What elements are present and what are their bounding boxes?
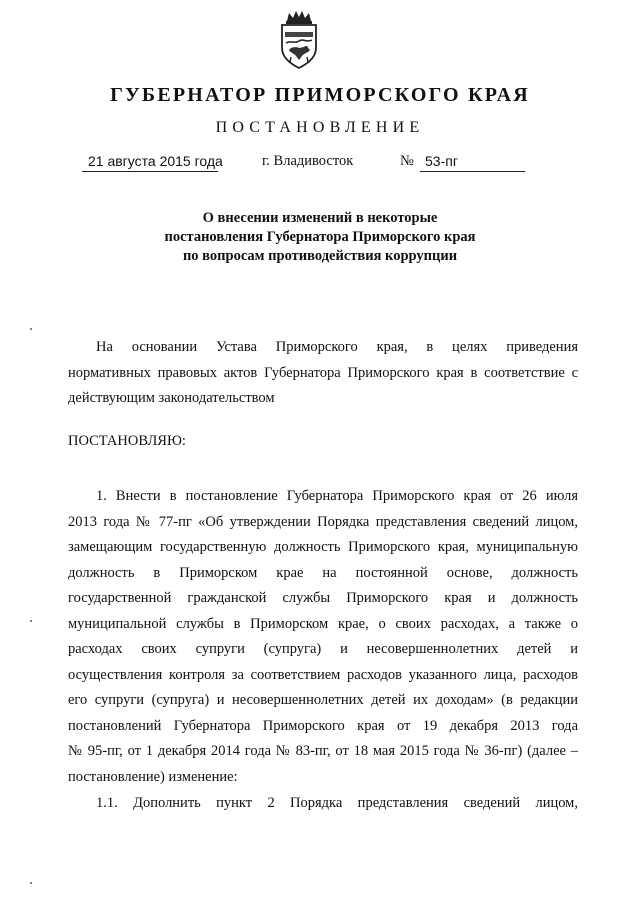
number-sign: № xyxy=(400,153,414,169)
text-line: должность в Приморском крае на постоянной основе, должность xyxy=(68,564,578,581)
document-number: 53-пг xyxy=(425,153,458,169)
subject-line: постановления Губернатора Приморского края xyxy=(164,229,476,245)
text-line: нормативных правовых актов Губернатора Приморского края в соответствие с xyxy=(68,364,578,381)
document-date: 21 августа 2015 года xyxy=(88,153,223,169)
text-line: осуществления контроля за соответствием расходов указанного лица, расходов xyxy=(68,666,578,683)
item-1-paragraph xyxy=(68,484,578,790)
text-line: его супруги (супруга) и несовершеннолетних детей их доходам» (в редакции xyxy=(68,692,578,708)
document-city: г. Владивосток xyxy=(262,153,354,169)
text-line: государственной гражданской службы Приморского края и должность xyxy=(68,590,578,606)
date-underline xyxy=(82,171,218,172)
text-line: 1.1. Дополнить пункт 2 Порядка представления сведений лицом, xyxy=(96,795,578,811)
decree-paragraph xyxy=(68,429,578,455)
text-line: муниципальной службы в Приморском крае, о своих расходах, а также о xyxy=(68,615,578,632)
document-type: ПОСТАНОВЛЕНИЕ xyxy=(215,119,425,136)
scan-mark xyxy=(30,620,32,622)
text-line: постановлений Губернатора Приморского края от 19 декабря 2013 года xyxy=(68,717,578,734)
text-line: № 95-пг, от 1 декабря 2014 года № 83-пг, от 18 мая 2015 года № 36-пг) (далее – xyxy=(68,743,578,759)
subject-line: О внесении изменений в некоторые xyxy=(202,210,438,226)
scan-mark xyxy=(30,882,32,884)
number-underline xyxy=(420,171,525,172)
text-line: расходах своих супруги (супруга) и несовершеннолетних детей и xyxy=(68,641,578,657)
decree-word: ПОСТАНОВЛЯЮ: xyxy=(68,433,186,449)
text-line: 1. Внести в постановление Губернатора Приморского края от 26 июля xyxy=(96,488,578,504)
text-line: постановление) изменение: xyxy=(68,768,238,785)
primorsky-coat-of-arms-icon xyxy=(277,10,321,70)
text-line: 2013 года № 77-пг «Об утверждении Порядка представления сведений лицом, xyxy=(68,513,578,530)
authority-title: ГУБЕРНАТОР ПРИМОРСКОГО КРАЯ xyxy=(110,84,530,106)
scan-mark xyxy=(30,328,32,330)
preamble-paragraph xyxy=(68,335,578,412)
text-line: замещающим государственную должность Приморского края, муниципальную xyxy=(68,539,578,555)
subject-line: по вопросам противодействия коррупции xyxy=(182,248,458,264)
text-line: На основании Устава Приморского края, в целях приведения xyxy=(96,339,578,355)
text-line: действующим законодательством xyxy=(68,390,275,406)
document-subject xyxy=(0,209,640,266)
item-1-1-paragraph xyxy=(68,791,578,817)
